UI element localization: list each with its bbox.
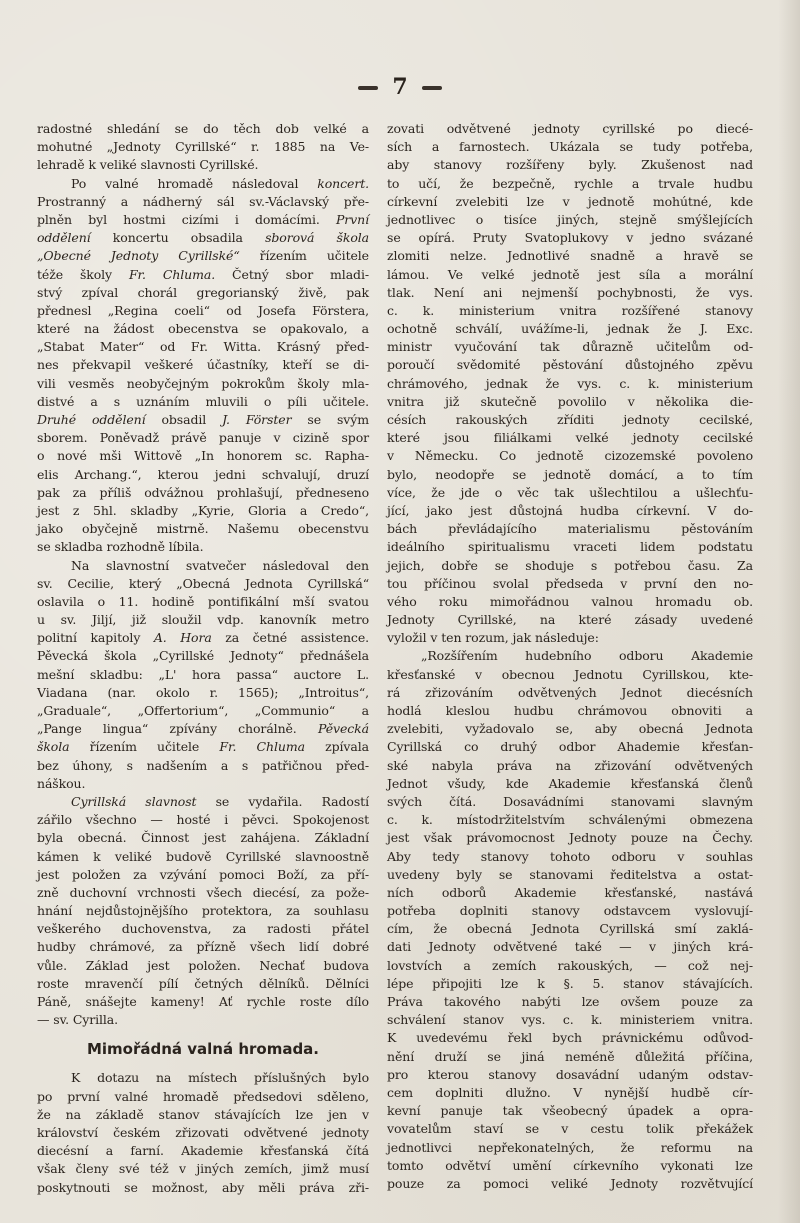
text-line: ních odborů Akademie křesťanské, nastává bbox=[387, 884, 753, 900]
text-line: vnitra již skutečně povolilo v několika die- bbox=[387, 393, 753, 409]
text-line: bách převládajícího materialismu pěstováním bbox=[387, 521, 753, 537]
text-line: bylo, neodopře se jednotě domácí, a to tím bbox=[387, 466, 753, 482]
text-line: c. k. místodržitelstvím schválenými obmezena bbox=[387, 812, 753, 828]
text-line: schválení stanov vys. c. k. ministeriem vnitra. bbox=[387, 1012, 753, 1028]
text-line: jejich, dobře se shoduje s potřebou času. Za bbox=[387, 557, 753, 573]
text-line: svých čítá. Dosavádními stanovami slavným bbox=[387, 793, 753, 809]
text-line: roste mravenčí pílí četných dělníků. Dělníci bbox=[37, 975, 369, 991]
text-line: sích a farnostech. Ukázala se tudy potřeba, bbox=[387, 139, 753, 155]
text-line: jest z 5hl. skladby „Kyrie, Gloria a Credo“, bbox=[37, 502, 369, 518]
text-line: Druhé oddělení obsadil J. Förster se svým bbox=[37, 412, 369, 427]
text-line: se skladba rozhodně líbila. bbox=[37, 539, 204, 555]
text-line: zářilo všechno — hosté i pěvci. Spokojenost bbox=[37, 812, 369, 828]
text-line: po první valné hromadě předsedovi sděleno, bbox=[37, 1088, 369, 1104]
text-line: mohutné „Jednoty Cyrillské“ r. 1885 na Ve- bbox=[37, 139, 369, 155]
text-line: plněn byl hostmi cizími i domácími. První bbox=[37, 211, 369, 227]
italic-emphasis: Druhé oddělení bbox=[37, 412, 146, 427]
text-line: Jednoty Cyrillské, na které zásady uvedené bbox=[387, 612, 753, 628]
text-line: Prostranný a nádherný sál sv.-Václavský pře- bbox=[37, 193, 369, 209]
text-line: zlomiti nelze. Jednotlivé snadně a hravě se bbox=[387, 248, 753, 264]
text-line: hudby chrámové, za přízně všech lidí dobré bbox=[37, 939, 369, 955]
text-line: království českém zřizovati odvětvené jednoty bbox=[37, 1124, 369, 1140]
text-line: diecésní a farní. Akademie křesťanská čítá bbox=[37, 1143, 369, 1159]
text-line: „Rozšířením hudebního odboru Akademie bbox=[421, 648, 753, 664]
italic-emphasis: škola bbox=[37, 739, 70, 755]
text-line: však členy své též v jiných zemích, jimž musí bbox=[37, 1161, 369, 1177]
text-line: c. k. ministerium vnitra rozšířené stanovy bbox=[387, 302, 753, 318]
text-line: které jsou filiálkami velké jednoty cecilské bbox=[387, 430, 753, 446]
text-line: Viadana (nar. okolo r. 1565); „Introitus“, bbox=[37, 684, 369, 700]
page-number: 7 bbox=[392, 74, 408, 100]
text-line: tlak. Není ani nejmenší pochybnosti, že vys. bbox=[387, 284, 753, 300]
text-line: chrámového, jednak že vys. c. k. ministerium bbox=[387, 375, 753, 391]
paragraph bbox=[387, 120, 753, 647]
text-line: K uvedevému řekl bych právnickému odůvod- bbox=[387, 1030, 753, 1046]
text-line: nes překvapil veškeré účastníky, kteří se di- bbox=[37, 357, 369, 373]
text-line: lépe připojiti lze k §. 5. stanov stávajících. bbox=[387, 975, 753, 991]
text-line: vili vesměs neobyčejným pokrokům školy mla- bbox=[37, 375, 369, 391]
text-line: jako obyčejně mistrně. Našemu obecenstvu bbox=[37, 521, 369, 537]
text-line: poskytnouti se možnost, aby měli práva zři- bbox=[37, 1179, 369, 1195]
text-line: poroučí svědomité pěstování důstojného zpěvu bbox=[387, 357, 753, 373]
text-line: že na základě stanov stávajících lze jen v bbox=[37, 1106, 369, 1122]
section-heading: Mimořádná valná hromada. bbox=[86, 1040, 320, 1059]
text-line: „Pange lingua“ zpívány chorálně. Pěvecká bbox=[37, 721, 369, 737]
text-line: aby stanovy rozšířeny byly. Zkušenost nad bbox=[387, 157, 753, 173]
italic-emphasis: „Obecné Jednoty Cyrillské“ bbox=[37, 248, 240, 264]
text-line: „Graduale“, „Offertorium“, „Communio“ a bbox=[37, 703, 369, 718]
text-line: uvedeny byly se stanovami ředitelstva a ostat- bbox=[387, 866, 753, 882]
text-line: distvé a s uznáním mluvili o píli učitele. bbox=[37, 393, 369, 409]
text-line: dati Jednoty odvětvené také — v jiných krá- bbox=[387, 939, 753, 955]
text-line: jednotlivci nepřekonatelných, že reformu na bbox=[387, 1139, 753, 1155]
text-line: zvelebiti, vyžadovalo se, aby obecná Jednota bbox=[387, 721, 753, 737]
text-line: přednesl „Regina coeli“ od Josefa Förstera, bbox=[37, 302, 369, 318]
text-line: byla obecná. Činnost jest zahájena. Základní bbox=[37, 830, 369, 846]
text-line: křesťanské v obecnou Jednotu Cyrillskou, kte- bbox=[387, 666, 753, 682]
text-line: Cyrillská slavnost se vydařila. Radostí bbox=[71, 793, 369, 809]
text-line: „Stabat Mater“ od Fr. Witta. Krásný před- bbox=[37, 339, 369, 355]
text-line: hnání nejdůstojnějšího protektora, za souhlasu bbox=[37, 903, 369, 919]
paragraph bbox=[37, 1069, 369, 1196]
text-line: zovati odvětvené jednoty cyrillské po diecé- bbox=[387, 121, 753, 136]
right-column bbox=[387, 120, 753, 1193]
page-edge-shadow bbox=[778, 0, 800, 1223]
italic-emphasis: Fr. Chluma bbox=[219, 739, 305, 755]
text-line: oslavila o 11. hodině pontifikální mší svatou bbox=[37, 593, 369, 609]
paragraph bbox=[37, 120, 369, 175]
text-line: mešní skladbu: „L' hora passa“ auctore L. bbox=[37, 666, 369, 682]
text-line: Cyrillská co druhý odbor Ahademie křesťan- bbox=[387, 739, 753, 755]
text-line: Po valné hromadě následoval koncert. bbox=[71, 175, 369, 191]
text-line: césích rakouských zříditi jednoty cecilské, bbox=[387, 412, 753, 427]
text-line: kámen k veliké budově Cyrillské slavnoostně bbox=[37, 848, 369, 864]
text-line: vůle. Základ jest položen. Nechať budova bbox=[37, 957, 369, 973]
text-line: u sv. Jiljí, již sloužil vdp. kanovník metro bbox=[37, 612, 369, 628]
text-line: v Německu. Co jednotě cizozemské povoleno bbox=[387, 448, 753, 464]
text-line: cem doplniti dlužno. V nynější hudbě cír- bbox=[387, 1084, 753, 1100]
paragraph bbox=[387, 647, 753, 1193]
text-line: rá zřizováním odvětvených Jednot diecésních bbox=[387, 684, 753, 700]
text-line: škola řízením učitele Fr. Chluma zpívala bbox=[37, 739, 369, 755]
text-line: ské nabyla práva na zřizování odvětvených bbox=[387, 757, 753, 773]
text-line: náškou. bbox=[37, 775, 86, 791]
italic-emphasis: A. Hora bbox=[153, 630, 212, 646]
text-line: sv. Cecilie, který „Obecná Jednota Cyrillská“ bbox=[37, 575, 369, 591]
text-line: radostné shledání se do těch dob velké a bbox=[37, 121, 369, 136]
text-line: oddělení koncertu obsadila sborová škola bbox=[37, 230, 369, 246]
text-line: Páně, snášejte kameny! Ať rychle roste dílo bbox=[37, 994, 369, 1009]
text-line: vyložil v ten rozum, jak následuje: bbox=[387, 630, 599, 646]
paragraph bbox=[37, 557, 369, 793]
text-line: potřeba doplniti stanovy odstavcem vyslovují- bbox=[387, 903, 753, 919]
text-line: jest položen za vzývání pomoci Boží, za pří- bbox=[37, 866, 369, 882]
text-line: zně duchovní vrchnosti všech diecésí, za pože- bbox=[37, 884, 369, 900]
text-line: více, že jde o věc tak ušlechtilou a ušlechťu- bbox=[387, 484, 753, 500]
text-line: kevní panuje tak všeobecný úpadek a opra- bbox=[387, 1103, 753, 1119]
text-line: lovstvích a zemích rakouských, — což nej- bbox=[387, 957, 753, 973]
text-line: ochotně schválí, uvážíme-li, jednak že J. Exc. bbox=[387, 321, 753, 337]
text-line: lámou. Ve velké jednotě jest síla a morální bbox=[387, 266, 753, 282]
text-line: pouze za pomoci veliké Jednoty rozvětvující bbox=[387, 1175, 753, 1191]
text-line: bez úhony, s nadšením a s patřičnou před- bbox=[37, 757, 369, 773]
text-line: nění druží se jiná neméně důležitá příčina, bbox=[387, 1048, 753, 1064]
text-line: Pěvecká škola „Cyrillské Jednoty“ přednášela bbox=[37, 648, 369, 664]
text-line: jící, jako jest důstojná hudba církevní. V do- bbox=[387, 502, 753, 518]
italic-emphasis: J. Förster bbox=[222, 412, 292, 427]
text-line: tomto odvětví umění církevního vykonati lze bbox=[387, 1157, 753, 1173]
text-line: Na slavnostní svatvečer následoval den bbox=[71, 557, 369, 573]
italic-emphasis: Pěvecká bbox=[317, 721, 369, 737]
text-line: to učí, že bezpečně, rychle a trvale hudbu bbox=[387, 175, 753, 191]
text-line: stvý zpíval chorál gregorianský živě, pak bbox=[37, 284, 369, 300]
ornament-dash-icon bbox=[422, 86, 442, 90]
text-line: politní kapitoly A. Hora za četné assistence. bbox=[37, 630, 370, 646]
text-line: K dotazu na místech příslušných bylo bbox=[71, 1070, 369, 1086]
paragraph bbox=[37, 793, 369, 1029]
text-line: jest však právomocnost Jednoty pouze na Čechy. bbox=[387, 830, 753, 846]
text-line: hodlá kleslou hudbu chrámovou obnoviti a bbox=[387, 703, 753, 718]
text-line: veškerého duchovenstva, za radosti přátel bbox=[37, 921, 369, 937]
text-line: pro kterou stanovy dosavádní udaným odstav- bbox=[387, 1066, 753, 1082]
page-number-header bbox=[0, 74, 800, 100]
text-line: ministr vyučování tak důrazně učitelům od- bbox=[387, 339, 753, 355]
text-line: církevní zvelebiti lze v jednotě mohútné, kde bbox=[387, 193, 753, 209]
italic-emphasis: Cyrillská slavnost bbox=[71, 793, 197, 809]
text-line: které na žádost obecenstva se opakovalo, a bbox=[37, 321, 369, 337]
text-line: elis Archang.“, kterou jedni schvalují, druzí bbox=[37, 466, 369, 482]
italic-emphasis: sborová škola bbox=[265, 230, 369, 246]
italic-emphasis: koncert. bbox=[317, 175, 369, 191]
left-column bbox=[37, 120, 369, 1197]
text-line: ideálního spiritualismu vraceti lidem podstatu bbox=[387, 539, 753, 555]
text-line: tou příčinou svolal předseda v první den no- bbox=[387, 575, 753, 591]
text-line: lehradě k veliké slavnosti Cyrillské. bbox=[37, 157, 259, 173]
italic-emphasis: Fr. Chluma. bbox=[128, 266, 216, 282]
text-line: se opírá. Pruty Svatoplukovy v jedno svázané bbox=[387, 230, 753, 246]
text-line: cím, že obecná Jednota Cyrillská smí zaklá- bbox=[387, 921, 753, 937]
text-line: Práva takového nabýti lze ovšem pouze za bbox=[387, 994, 753, 1009]
text-line: „Obecné Jednoty Cyrillské“ řízením učitele bbox=[37, 248, 369, 264]
text-line: téže školy Fr. Chluma. Četný sbor mladi- bbox=[37, 266, 369, 282]
text-line: pak za příliš odvážnou prohlašují, předneseno bbox=[37, 484, 369, 500]
italic-emphasis: První bbox=[336, 211, 369, 227]
text-line: o nové mši Wittově „In honorem sc. Rapha- bbox=[37, 448, 369, 464]
text-line: jednotlivec o tisíce jiných, stejně smýšlejících bbox=[387, 211, 753, 227]
text-line: vovatelům staví se v cestu tolik překážek bbox=[387, 1121, 753, 1137]
text-line: vého roku mimořádnou valnou hromadu ob. bbox=[387, 593, 753, 609]
text-line: Aby tedy stanovy tohoto odboru v souhlas bbox=[387, 848, 753, 864]
text-line: — sv. Cyrilla. bbox=[37, 1012, 119, 1028]
ornament-dash-icon bbox=[358, 86, 378, 90]
paragraph bbox=[37, 175, 369, 557]
text-line: sborem. Poněvadž právě panuje v cizině spor bbox=[37, 430, 369, 446]
text-line: Jednot všudy, kde Akademie křesťanská členů bbox=[387, 775, 753, 791]
italic-emphasis: oddělení bbox=[37, 230, 91, 246]
